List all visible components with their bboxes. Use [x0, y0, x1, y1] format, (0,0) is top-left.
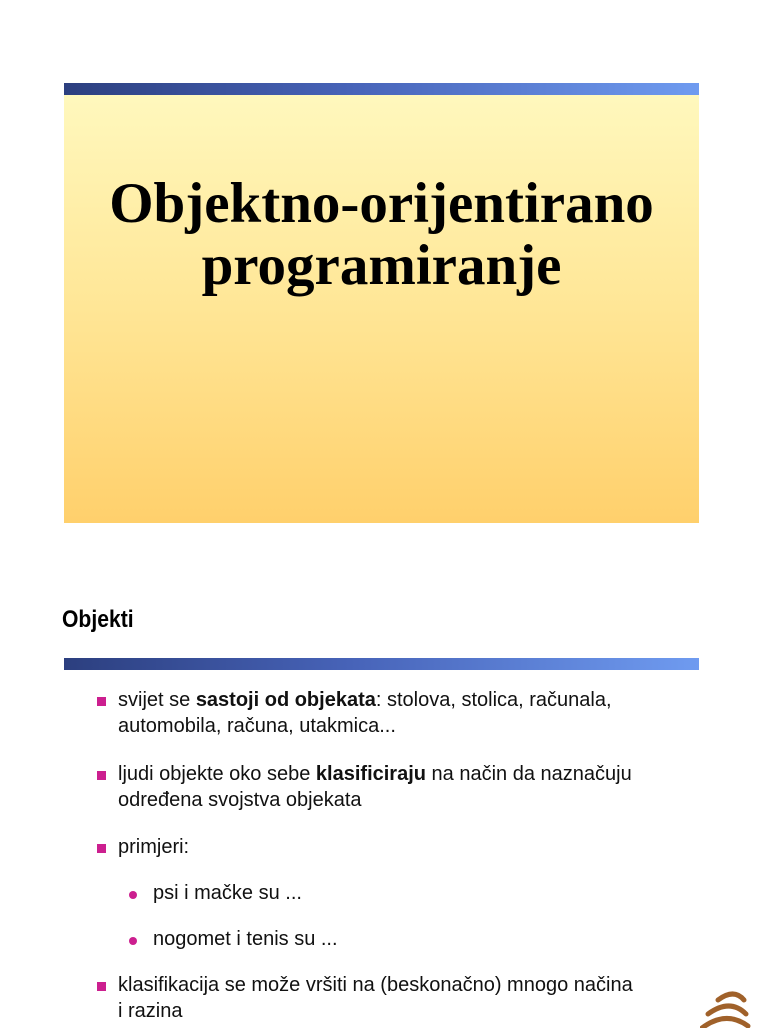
title-slide [64, 95, 699, 523]
bullet-dot-icon [129, 937, 137, 945]
slide-title-line-2: programiranje [201, 234, 562, 297]
bullet-dot-icon [129, 891, 137, 899]
bullet-square-icon [97, 844, 106, 853]
title-slide-top-bar [64, 83, 699, 95]
bullet-square-icon [97, 697, 106, 706]
bullet-text-line-2: automobila, računa, utakmica... [118, 715, 396, 737]
sub-bullet-item-2: nogomet i tenis su ... [153, 928, 338, 950]
bullet-text: svijet se [118, 689, 196, 711]
bullet-text: ljudi objekte oko sebe [118, 763, 316, 785]
section-heading: Objekti [62, 606, 134, 633]
bullet-text-line-2: određena svojstva objekata [118, 789, 362, 811]
bullet-item-1 [118, 687, 678, 739]
bullet-square-icon [97, 771, 106, 780]
bullet-text-line-2: i razina [118, 1000, 183, 1022]
sub-bullet-item-1: psi i mačke su ... [153, 882, 302, 904]
bullet-bold-text: klasificiraju [315, 763, 426, 785]
bullet-square-icon [97, 982, 106, 991]
bullet-bold-text: sastoji od objekata [195, 689, 376, 711]
bullet-text: : stolova, stolica, računala, [375, 689, 612, 711]
bullet-item-4 [118, 972, 678, 1024]
slide-title-line-1: Objektno-orijentirano [109, 172, 654, 235]
bullet-item-2 [118, 761, 678, 813]
bullet-item-3: primjeri: [118, 836, 190, 858]
logo-swirl-icon [700, 988, 760, 1028]
bullet-text: klasifikacija se može vršiti na (beskonačno) mnogo načina [118, 974, 633, 996]
content-slide-top-bar [64, 658, 699, 670]
bullet-text: na način da naznačuju [425, 763, 632, 785]
